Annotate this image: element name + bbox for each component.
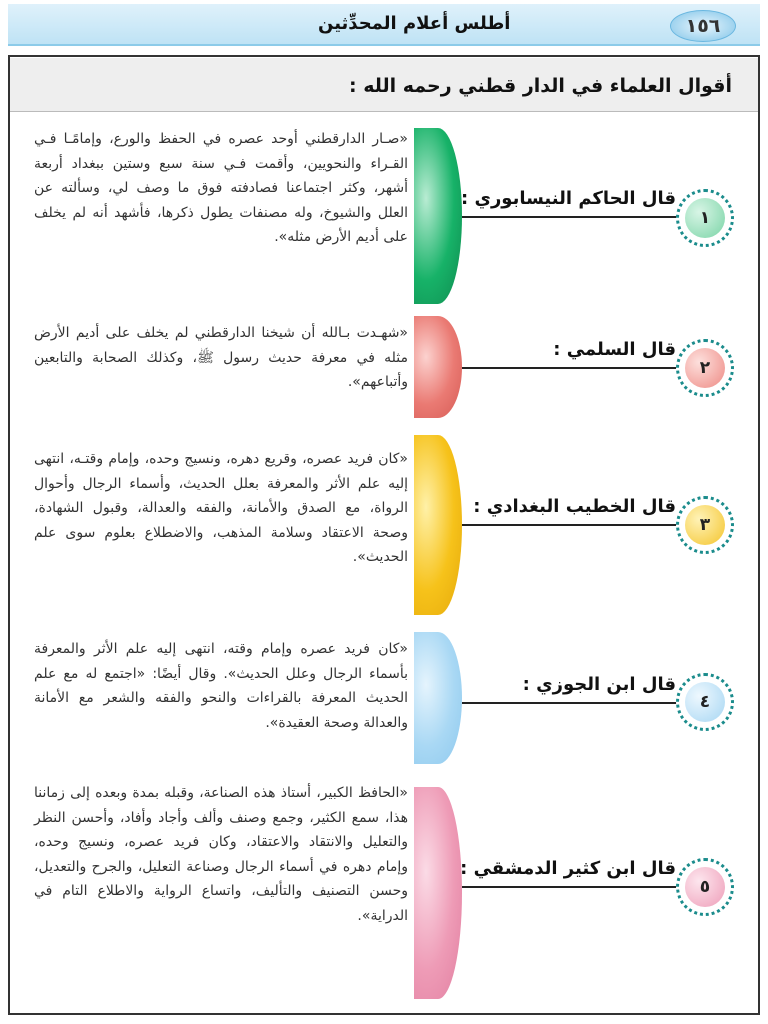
speaker-name-1: قال الحاكم النيسابوري : xyxy=(460,188,676,209)
quote-lens-5 xyxy=(414,787,462,999)
quote-text-4: «كان فريد عصره وإمام وقته، انتهى إليه علم الأثر والمعرفة بأسماء الرجال وعلل الحديث». وقال أيضًا: «اجتمع له مع علم الحديث المعرفة بالقراءات والنحو والفقه والشعر مع الأمانة والعدالة وصحة العقيدة». xyxy=(34,641,408,731)
quote-lens-2 xyxy=(414,316,462,418)
number-badge-4 xyxy=(676,673,734,731)
book-title: أطلس أعلام المحدِّثين xyxy=(318,13,511,34)
number-badge-1 xyxy=(676,189,734,247)
badge-number-3: ٣ xyxy=(685,505,725,545)
quote-lens-1 xyxy=(414,128,462,304)
badge-number-2: ٢ xyxy=(685,348,725,388)
quote-text-1: «صـار الدارقطني أوحد عصره في الحفظ والورع، وإمامًـا فـي القـراء والنحويين، وأقمت فـي سنة سبع وستين ببغداد أربعة أشهر، وكثر اجتماعنا فصادفته فوق ما وصف لي، وسألته عن العلل والشيوخ، وله مصنفات يطول ذكرها، فأشهد أنه لم يخلف على أديم الأرض مثله». xyxy=(34,131,408,245)
quote-text-2: «شهـدت بـالله أن شيخنا الدارقطني لم يخلف على أديم الأرض مثله في معرفة حديث رسول ﷺ، وكذلك الصحابة والتابعين وأتباعهم». xyxy=(34,325,408,390)
number-badge-5 xyxy=(676,858,734,916)
connector-line-3 xyxy=(462,524,688,526)
quote-text-5: «الحافظ الكبير، أستاذ هذه الصناعة، وقبله بمدة وبعده إلى زماننا هذا، سمع الكثير، وجمع وصنف وألف وأجاد وأفاد، وأحسن النظر والتعليل والانتقاد والاعتقاد، وكان فريد عصره، ونسيج وحده، وإمام دهره في أسماء الرجال وصناعة التعليل، والجرح والتعديل، وحسن التصنيف والتأليف، واتساع الرواية والاطلاع التام في الدراية». xyxy=(34,785,408,924)
quote-lens-4 xyxy=(414,632,462,764)
number-badge-3 xyxy=(676,496,734,554)
badge-number-1: ١ xyxy=(685,198,725,238)
page-number: ١٥٦ xyxy=(670,10,736,42)
connector-line-4 xyxy=(462,702,688,704)
speaker-name-5: قال ابن كثير الدمشقي : xyxy=(460,858,676,879)
quote-text-3: «كان فريد عصره، وقريع دهره، ونسيج وحده، وإمام وقتـه، انتهى إليه علم الأثر والمعرفة بعلل الحديث، وأسماء الرجال وأحوال الرواة، مع الصدق والأمانة، والفقه والعدالة، وقبول الشهادة، وصحة الاعتقاد وسلامة المذهب، والاضطلاع بعلوم سوى علم الحديث». xyxy=(34,451,408,565)
number-badge-2 xyxy=(676,339,734,397)
connector-line-2 xyxy=(462,367,688,369)
speaker-name-2: قال السلمي : xyxy=(553,339,676,360)
badge-number-5: ٥ xyxy=(685,867,725,907)
quote-lens-3 xyxy=(414,435,462,615)
badge-number-4: ٤ xyxy=(685,682,725,722)
connector-line-1 xyxy=(462,216,688,218)
connector-line-5 xyxy=(462,886,688,888)
page-header xyxy=(8,4,760,46)
section-title: أقوال العلماء في الدار قطني رحمه الله : xyxy=(349,75,732,97)
speaker-name-3: قال الخطيب البغدادي : xyxy=(473,496,676,517)
speaker-name-4: قال ابن الجوزي : xyxy=(522,674,676,695)
section-divider xyxy=(10,111,758,112)
